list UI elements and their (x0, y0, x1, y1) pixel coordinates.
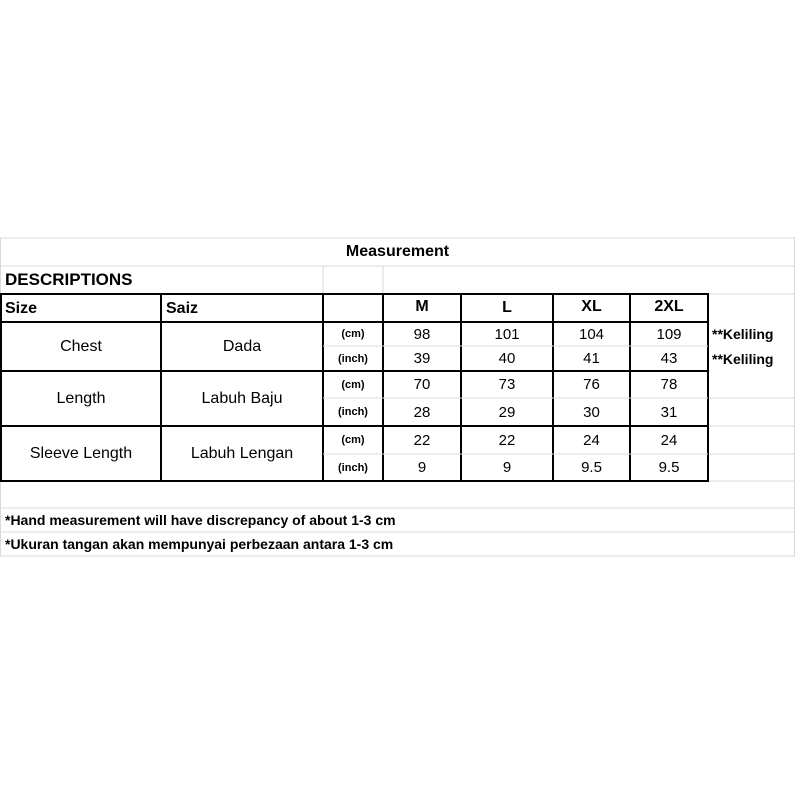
row-label-en: Length (56, 389, 106, 407)
value-cell: 41 (583, 350, 600, 367)
unit-label: (inch) (338, 461, 368, 474)
table-title: Measurement (345, 243, 450, 260)
value-cell: 22 (413, 431, 431, 449)
unit-label: (inch) (338, 406, 368, 418)
header-size-m: M (415, 298, 429, 315)
row-label-en: Sleeve Length (29, 444, 133, 462)
row-label-ms: Labuh Lengan (190, 444, 294, 462)
chest-note: **Keliling (712, 350, 774, 367)
value-cell: 9 (502, 459, 512, 476)
footnote-en: *Hand measurement will have discrepancy of about 1-3 cm (5, 512, 396, 528)
value-cell: 22 (498, 431, 516, 449)
value-cell: 31 (660, 403, 678, 421)
value-cell: 73 (498, 376, 516, 393)
value-cell: 24 (583, 431, 600, 449)
unit-label: (cm) (341, 434, 365, 446)
value-cell: 24 (660, 431, 678, 449)
value-cell: 76 (583, 376, 600, 393)
value-cell: 104 (578, 325, 605, 343)
unit-label: (cm) (341, 378, 365, 391)
row-label-ms: Dada (222, 337, 262, 355)
header-size-2xl: 2XL (654, 298, 684, 315)
row-label-en: Chest (60, 337, 102, 355)
value-cell: 43 (660, 350, 678, 367)
footnote-ms: *Ukuran tangan akan mempunyai perbezaan antara 1-3 cm (5, 536, 394, 552)
unit-label: (cm) (341, 328, 365, 340)
value-cell: 39 (413, 350, 431, 367)
value-cell: 30 (583, 403, 600, 421)
chest-note: **Keliling (712, 326, 774, 342)
unit-label: (inch) (338, 352, 368, 365)
value-cell: 28 (413, 403, 431, 421)
header-size: Size (5, 299, 38, 317)
value-cell: 29 (498, 403, 516, 421)
value-cell: 70 (413, 376, 431, 393)
value-cell: 9.5 (658, 459, 680, 476)
value-cell: 101 (494, 325, 520, 343)
value-cell: 9.5 (581, 459, 602, 476)
value-cell: 9 (417, 459, 427, 476)
row-label-ms: Labuh Baju (201, 389, 283, 407)
header-saiz: Saiz (166, 299, 199, 317)
value-cell: 40 (498, 350, 516, 367)
header-size-l: L (502, 299, 512, 316)
header-size-xl: XL (581, 298, 602, 315)
value-cell: 78 (660, 376, 678, 393)
section-label: DESCRIPTIONS (5, 270, 133, 289)
value-cell: 109 (656, 325, 682, 343)
value-cell: 98 (413, 325, 431, 343)
